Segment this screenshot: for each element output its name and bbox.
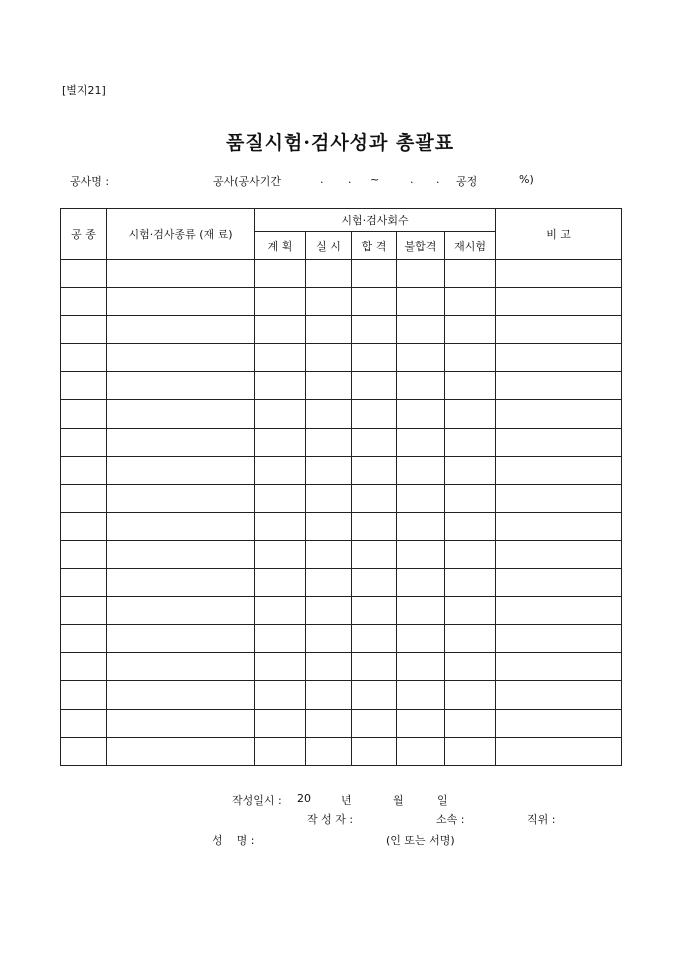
table-cell[interactable] <box>445 569 496 597</box>
table-cell[interactable] <box>445 681 496 709</box>
table-cell[interactable] <box>107 737 255 765</box>
col-header-remarks: 비 고 <box>496 209 622 260</box>
table-row <box>61 316 622 344</box>
period-tilde: ~ <box>370 173 380 186</box>
table-cell[interactable] <box>445 484 496 512</box>
table-cell[interactable] <box>352 597 397 625</box>
table-cell[interactable] <box>61 428 107 456</box>
table-cell[interactable] <box>61 681 107 709</box>
table-row <box>61 709 622 737</box>
table-cell[interactable] <box>107 456 255 484</box>
table-cell[interactable] <box>107 400 255 428</box>
table-cell[interactable] <box>445 653 496 681</box>
author-label: 작 성 자 : <box>307 813 354 826</box>
table-cell[interactable] <box>496 653 622 681</box>
table-cell[interactable] <box>496 597 622 625</box>
table-cell[interactable] <box>255 540 306 568</box>
table-cell[interactable] <box>306 597 352 625</box>
table-cell[interactable] <box>306 569 352 597</box>
progress-label: 공정 <box>456 175 478 188</box>
table-cell[interactable] <box>255 681 306 709</box>
table-row <box>61 344 622 372</box>
table-cell[interactable] <box>255 428 306 456</box>
table-cell[interactable] <box>397 316 445 344</box>
table-cell[interactable] <box>255 569 306 597</box>
table-cell[interactable] <box>107 344 255 372</box>
table-cell[interactable] <box>255 597 306 625</box>
table-cell[interactable] <box>61 512 107 540</box>
table-cell[interactable] <box>352 709 397 737</box>
table-cell[interactable] <box>445 597 496 625</box>
col-header-test-type: 시험·검사종류 (재 료) <box>107 209 255 260</box>
table-cell[interactable] <box>445 344 496 372</box>
table-row <box>61 569 622 597</box>
table-cell[interactable] <box>496 260 622 288</box>
table-cell[interactable] <box>306 344 352 372</box>
table-row <box>61 681 622 709</box>
table-cell[interactable] <box>255 260 306 288</box>
table-cell[interactable] <box>306 681 352 709</box>
table-cell[interactable] <box>496 344 622 372</box>
table-row <box>61 540 622 568</box>
table-cell[interactable] <box>255 316 306 344</box>
col-header-plan: 계 획 <box>255 232 306 260</box>
table-cell[interactable] <box>445 288 496 316</box>
table-cell[interactable] <box>397 653 445 681</box>
table-cell[interactable] <box>306 512 352 540</box>
table-cell[interactable] <box>352 428 397 456</box>
table-cell[interactable] <box>306 625 352 653</box>
table-cell[interactable] <box>107 681 255 709</box>
table-cell[interactable] <box>445 456 496 484</box>
table-cell[interactable] <box>61 569 107 597</box>
period-dot: . <box>410 173 414 186</box>
table-cell[interactable] <box>397 681 445 709</box>
project-name-label: 공사명 : <box>70 175 110 188</box>
table-cell[interactable] <box>255 400 306 428</box>
table-cell[interactable] <box>352 316 397 344</box>
table-cell[interactable] <box>61 484 107 512</box>
table-cell[interactable] <box>255 484 306 512</box>
table-cell[interactable] <box>107 709 255 737</box>
table-cell[interactable] <box>107 653 255 681</box>
summary-table <box>60 208 622 766</box>
table-body <box>61 260 622 766</box>
table-cell[interactable] <box>397 400 445 428</box>
table-cell[interactable] <box>496 372 622 400</box>
table-cell[interactable] <box>255 456 306 484</box>
table-cell[interactable] <box>496 625 622 653</box>
table-cell[interactable] <box>352 653 397 681</box>
table-cell[interactable] <box>61 316 107 344</box>
table-cell[interactable] <box>397 737 445 765</box>
progress-suffix: %) <box>519 173 534 186</box>
table-cell[interactable] <box>496 288 622 316</box>
table-cell[interactable] <box>306 372 352 400</box>
table-cell[interactable] <box>496 737 622 765</box>
date-year-prefix: 20 <box>297 792 311 805</box>
table-cell[interactable] <box>107 260 255 288</box>
table-cell[interactable] <box>397 344 445 372</box>
position-label: 직위 : <box>527 813 556 826</box>
table-row <box>61 260 622 288</box>
table-cell[interactable] <box>107 540 255 568</box>
document-title: 품질시험·검사성과 총괄표 <box>225 132 455 154</box>
table-row <box>61 400 622 428</box>
table-cell[interactable] <box>496 681 622 709</box>
table-cell[interactable] <box>255 709 306 737</box>
table-cell[interactable] <box>445 372 496 400</box>
table-cell[interactable] <box>445 400 496 428</box>
table-cell[interactable] <box>61 540 107 568</box>
table-cell[interactable] <box>352 372 397 400</box>
table-cell[interactable] <box>255 653 306 681</box>
table-cell[interactable] <box>352 569 397 597</box>
period-dot: . <box>348 173 352 186</box>
table-cell[interactable] <box>496 512 622 540</box>
table-row <box>61 484 622 512</box>
table-cell[interactable] <box>306 737 352 765</box>
table-cell[interactable] <box>255 344 306 372</box>
col-header-retest: 재시험 <box>445 232 496 260</box>
table-cell[interactable] <box>61 597 107 625</box>
table-cell[interactable] <box>107 372 255 400</box>
col-header-process: 공 종 <box>61 209 107 260</box>
table-cell[interactable] <box>397 540 445 568</box>
col-header-done: 실 시 <box>306 232 352 260</box>
table-cell[interactable] <box>496 428 622 456</box>
table-cell[interactable] <box>61 625 107 653</box>
dept-label: 소속 : <box>436 813 465 826</box>
table-cell[interactable] <box>107 625 255 653</box>
table-cell[interactable] <box>352 681 397 709</box>
table-cell[interactable] <box>352 484 397 512</box>
table-cell[interactable] <box>107 288 255 316</box>
table-cell[interactable] <box>306 709 352 737</box>
table-cell[interactable] <box>496 400 622 428</box>
table-cell[interactable] <box>255 737 306 765</box>
table-cell[interactable] <box>397 597 445 625</box>
table-cell[interactable] <box>397 456 445 484</box>
table-cell[interactable] <box>397 288 445 316</box>
day-unit: 일 <box>437 794 448 807</box>
table-cell[interactable] <box>107 428 255 456</box>
period-label: 공사(공사기간 <box>213 175 282 188</box>
table-cell[interactable] <box>255 512 306 540</box>
table-cell[interactable] <box>445 260 496 288</box>
table-cell[interactable] <box>496 569 622 597</box>
col-header-counts-group: 시험·검사회수 <box>255 209 496 232</box>
table-cell[interactable] <box>352 512 397 540</box>
table-cell[interactable] <box>397 709 445 737</box>
table-cell[interactable] <box>61 456 107 484</box>
table-row <box>61 428 622 456</box>
table-cell[interactable] <box>352 260 397 288</box>
period-dot: . <box>320 173 324 186</box>
table-cell[interactable] <box>255 625 306 653</box>
table-cell[interactable] <box>352 344 397 372</box>
table-row <box>61 653 622 681</box>
table-cell[interactable] <box>445 316 496 344</box>
table-cell[interactable] <box>496 709 622 737</box>
table-cell[interactable] <box>306 653 352 681</box>
table-cell[interactable] <box>306 428 352 456</box>
table-cell[interactable] <box>352 625 397 653</box>
table-row <box>61 512 622 540</box>
table-cell[interactable] <box>306 288 352 316</box>
table-row <box>61 288 622 316</box>
table-cell[interactable] <box>496 540 622 568</box>
table-cell[interactable] <box>397 512 445 540</box>
col-header-fail: 불합격 <box>397 232 445 260</box>
table-cell[interactable] <box>255 372 306 400</box>
table-cell[interactable] <box>397 484 445 512</box>
table-cell[interactable] <box>397 625 445 653</box>
table-row <box>61 372 622 400</box>
table-row <box>61 597 622 625</box>
table-cell[interactable] <box>306 456 352 484</box>
table-cell[interactable] <box>107 316 255 344</box>
seal-note: (인 또는 서명) <box>386 834 455 847</box>
period-dot: . <box>436 173 440 186</box>
table-cell[interactable] <box>397 372 445 400</box>
table-cell[interactable] <box>352 400 397 428</box>
table-row <box>61 456 622 484</box>
table-cell[interactable] <box>397 428 445 456</box>
year-unit: 년 <box>341 794 352 807</box>
table-cell[interactable] <box>496 484 622 512</box>
table-cell[interactable] <box>306 400 352 428</box>
table-cell[interactable] <box>397 569 445 597</box>
table-cell[interactable] <box>496 316 622 344</box>
table-cell[interactable] <box>352 737 397 765</box>
table-cell[interactable] <box>61 653 107 681</box>
table-cell[interactable] <box>352 540 397 568</box>
table-cell[interactable] <box>445 709 496 737</box>
table-cell[interactable] <box>352 456 397 484</box>
table-cell[interactable] <box>61 288 107 316</box>
table-cell[interactable] <box>397 260 445 288</box>
table-cell[interactable] <box>306 540 352 568</box>
table-cell[interactable] <box>352 288 397 316</box>
table-cell[interactable] <box>306 260 352 288</box>
table-cell[interactable] <box>61 260 107 288</box>
name-label: 성 명 : <box>212 834 255 847</box>
table-cell[interactable] <box>255 288 306 316</box>
table-cell[interactable] <box>445 428 496 456</box>
table-cell[interactable] <box>445 625 496 653</box>
table-cell[interactable] <box>61 400 107 428</box>
table-cell[interactable] <box>61 344 107 372</box>
table-cell[interactable] <box>445 512 496 540</box>
table-cell[interactable] <box>445 737 496 765</box>
table-cell[interactable] <box>306 484 352 512</box>
table-cell[interactable] <box>107 569 255 597</box>
table-cell[interactable] <box>61 709 107 737</box>
table-cell[interactable] <box>61 737 107 765</box>
table-cell[interactable] <box>496 456 622 484</box>
table-cell[interactable] <box>107 512 255 540</box>
table-row <box>61 625 622 653</box>
form-number: [별지21] <box>62 84 106 97</box>
date-label: 작성일시 : <box>232 794 282 807</box>
table-cell[interactable] <box>306 316 352 344</box>
table-cell[interactable] <box>61 372 107 400</box>
table-row <box>61 737 622 765</box>
month-unit: 월 <box>393 794 404 807</box>
table-cell[interactable] <box>445 540 496 568</box>
table-cell[interactable] <box>107 597 255 625</box>
col-header-pass: 합 격 <box>352 232 397 260</box>
table-cell[interactable] <box>107 484 255 512</box>
